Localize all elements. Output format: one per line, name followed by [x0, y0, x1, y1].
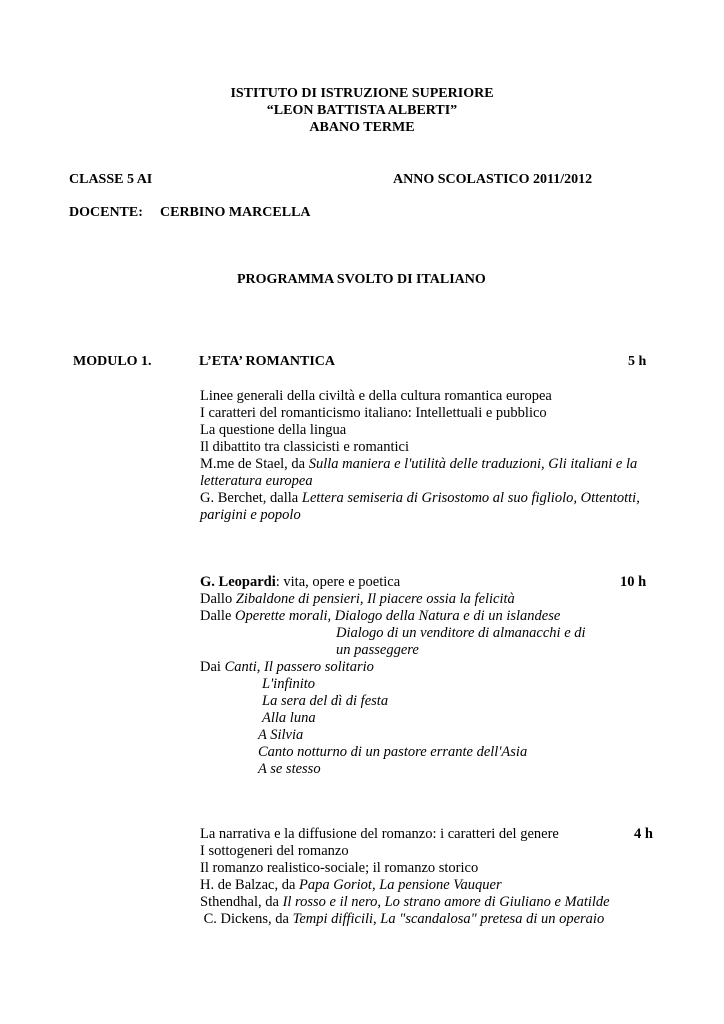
zibaldone-line: Dallo Zibaldone di pensieri, Il piacere ossia la felicità: [200, 591, 515, 607]
canti-item: Canto notturno di un pastore errante dell'Asia: [258, 744, 528, 760]
romanzo-line: I sottogeneri del romanzo: [200, 843, 349, 859]
module-line: I caratteri del romanticismo italiano: Intellettuali e pubblico: [200, 405, 547, 421]
operette-line-2: Dialogo di un venditore di almanacchi e di: [336, 625, 586, 641]
teacher-name: CERBINO MARCELLA: [160, 205, 311, 220]
canti-item: La sera del dì di festa: [262, 693, 389, 709]
module-line: La questione della lingua: [200, 422, 347, 438]
canti-item: L'infinito: [262, 676, 316, 692]
school-subtitle: “LEON BATTISTA ALBERTI”: [266, 103, 458, 118]
module-line: Il dibattito tra classicisti e romantici: [200, 439, 409, 455]
canti-line: Dai Canti, Il passero solitario: [200, 659, 374, 675]
class-label: CLASSE 5 AI: [69, 172, 153, 187]
module-hours: 5 h: [628, 354, 647, 369]
school-year: ANNO SCOLASTICO 2011/2012: [393, 172, 593, 187]
romanzo-intro: La narrativa e la diffusione del romanzo: i caratteri del genere: [200, 826, 559, 842]
berchet-line: G. Berchet, dalla Lettera semiseria di Grisostomo al suo figliolo, Ottentotti,: [200, 490, 640, 506]
stael-line-cont: letteratura europea: [200, 473, 313, 489]
operette-line-3: un passeggere: [336, 642, 419, 658]
leopardi-hours: 10 h: [620, 574, 647, 590]
dickens-line: C. Dickens, da Tempi difficili, La "scandalosa" pretesa di un operaio: [200, 911, 605, 927]
canti-item: A se stesso: [258, 761, 321, 777]
school-location: ABANO TERME: [309, 120, 415, 135]
romanzo-hours: 4 h: [634, 826, 653, 842]
romanzo-line: Il romanzo realistico-sociale; il romanzo storico: [200, 860, 479, 876]
document-title: PROGRAMMA SVOLTO DI ITALIANO: [237, 272, 486, 287]
canti-item: Alla luna: [262, 710, 316, 726]
leopardi-heading: G. Leopardi: vita, opere e poetica: [200, 574, 401, 590]
stael-line: M.me de Stael, da Sulla maniera e l'utilità delle traduzioni, Gli italiani e la: [200, 456, 638, 472]
balzac-line: H. de Balzac, da Papa Goriot, La pensione Vauquer: [200, 877, 502, 893]
module-line: Linee generali della civiltà e della cultura romantica europea: [200, 388, 552, 404]
module-label: MODULO 1.: [73, 354, 152, 369]
school-name: ISTITUTO DI ISTRUZIONE SUPERIORE: [230, 86, 494, 101]
module-title: L’ETA’ ROMANTICA: [199, 354, 335, 369]
canti-item: A Silvia: [258, 727, 304, 743]
berchet-line-cont: parigini e popolo: [200, 507, 301, 523]
teacher-label: DOCENTE:: [69, 205, 143, 220]
operette-line: Dalle Operette morali, Dialogo della Natura e di un islandese: [200, 608, 561, 624]
stendhal-line: Sthendhal, da Il rosso e il nero, Lo strano amore di Giuliano e Matilde: [200, 894, 610, 910]
